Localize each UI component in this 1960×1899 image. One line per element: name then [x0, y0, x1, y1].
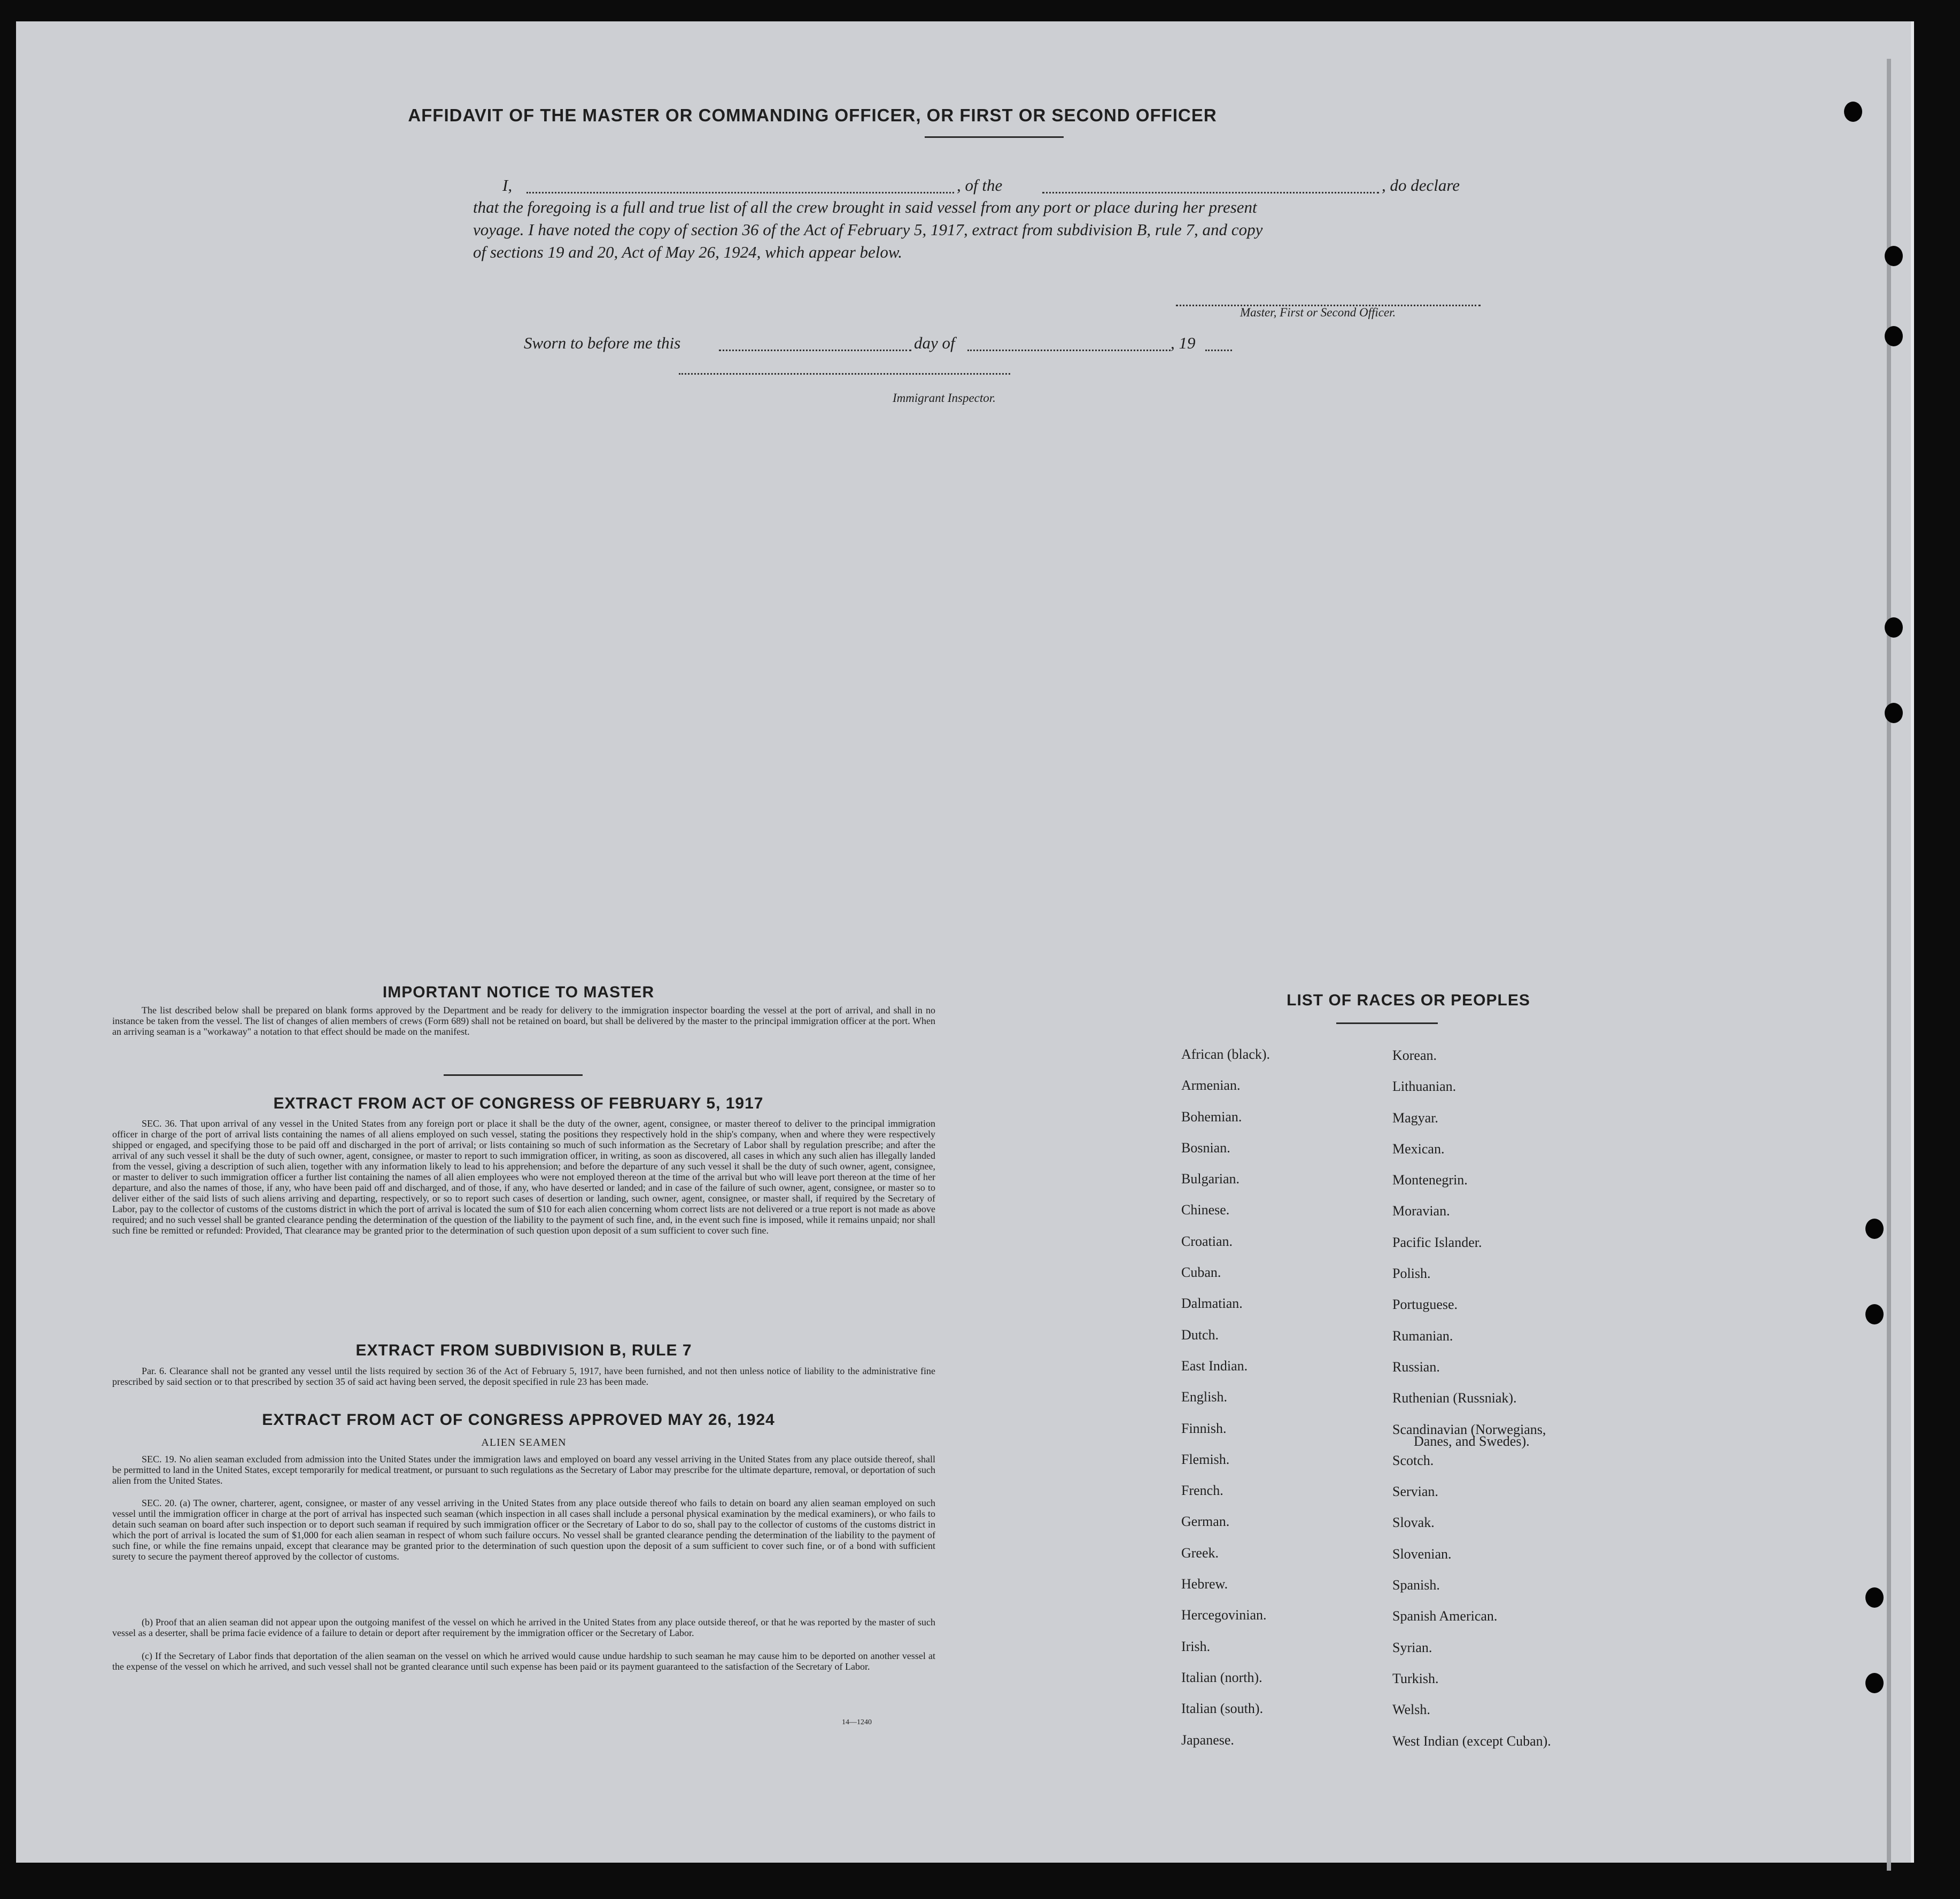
race-item: Polish.: [1392, 1266, 1431, 1282]
race-item: Armenian.: [1181, 1078, 1241, 1094]
divider: [1336, 1022, 1438, 1024]
race-item: Syrian.: [1392, 1639, 1432, 1655]
divider: [925, 136, 1064, 138]
race-item: Croatian.: [1181, 1233, 1233, 1249]
race-item: Mexican.: [1392, 1141, 1445, 1157]
race-item: Italian (south).: [1181, 1701, 1264, 1717]
binder-hole: [1844, 102, 1862, 122]
binder-hole: [1865, 1673, 1884, 1693]
race-item: West Indian (except Cuban).: [1392, 1733, 1551, 1749]
extract-1924-sec20b: (b) Proof that an alien seaman did not appear upon the outgoing manifest of the vessel on which he arrived in the United States from any place outside thereof, or that he was reported by the master of such vessel as a deserter, shall be prima facie evidence of a failure to detain or deport after requirement by the immigration officer or the Secretary of Labor.: [112, 1617, 935, 1638]
race-item: Ruthenian (Russniak).: [1392, 1390, 1517, 1406]
extract-1924-sec20c: (c) If the Secretary of Labor finds that deportation of the alien seaman on the vessel on which he arrived would cause undue hardship to such seaman he may cause him to be deported on another vessel at the expense of the vessel on which he arrived, and such vessel shall not be granted clearance until such expense has been paid or its payment guaranteed to the satisfaction of the Secretary of Labor.: [112, 1650, 935, 1672]
year-field[interactable]: [1205, 350, 1232, 351]
race-item: Scotch.: [1392, 1452, 1434, 1468]
race-item: Scandinavian (Norwegians, Danes, and Swedes).: [1392, 1421, 1546, 1449]
race-item: Hebrew.: [1181, 1576, 1228, 1592]
sworn-label: Sworn to before me this: [524, 334, 681, 352]
race-item: Moravian.: [1392, 1203, 1450, 1219]
affidavit-line3: voyage. I have noted the copy of section 36 of the Act of February 5, 1917, extract from subdivision B, rule 7, and copy: [473, 220, 1263, 239]
extract-1917-body: SEC. 36. That upon arrival of any vessel in the United States from any foreign port or place it shall be the duty of the owner, agent, consignee, or master thereof to deliver to the principal immigration officer in charge of the port of arrival lists containing the names of all aliens employed on such vessel, stating the positions they respectively hold in the ship's company, when and where they were respectively shipped or engaged, and specifying those to be paid off and discharged in the port of arrival; or lists containing so much of such information as the Secretary of Labor shall by regulation prescribe; and after the arrival of any such vessel it shall be the duty of such owner, agent, consignee, or master to report to such immigration officer, in writing, as soon as discovered, all cases in which any such alien has illegally landed from the vessel, giving a description of such alien, together with any information likely to lead to his apprehension; and before the departure of any such vessel it shall be the duty of such owner, agent, consignee, or master to deliver to such immigration officer a further list containing the names of all alien employees who were not employed thereon at the time of the arrival but who will leave port thereon at the time of her departure, and also the names of those, if any, who have been paid off and discharged, and of those, if any, who have deserted or landed; and in case of the failure of such owner, agent, consignee, or master so to deliver either of the said lists of such aliens arriving and departing, respectively, or so to report such cases of desertion or landing, such owner, agent, consignee, or master shall, if required by the Secretary of Labor, pay to the collector of customs of the customs district in which the port of arrival is located the sum of $10 for each alien concerning whom correct lists are not delivered or a true report is not made as above required; and no such vessel shall be granted clearance pending the determination of the question of the liability to the payment of such fine, and, in the event such fine is imposed, while it remains unpaid; nor shall such fine be remitted or refunded: Provided, That clearance may be granted prior to the determination of such question upon deposit of a sum sufficient to cover such fine.: [112, 1118, 935, 1236]
divider: [444, 1074, 583, 1076]
race-item: Turkish.: [1392, 1670, 1439, 1686]
affidavit-line2: that the foregoing is a full and true list of all the crew brought in said vessel from any port or place during her present: [473, 198, 1257, 216]
notice-title: IMPORTANT NOTICE TO MASTER: [382, 983, 655, 1001]
race-item: Finnish.: [1181, 1420, 1227, 1436]
do-declare-label: , do declare: [1382, 176, 1460, 195]
extract-1924-sec20a: SEC. 20. (a) The owner, charterer, agent, consignee, or master of any vessel arriving in the United States from any place outside thereof who fails to detain on board any alien seaman employed on such vessel until the immigration officer in charge at the port of arrival has inspected such seaman (which inspection in all cases shall include a personal physical examination by the medical examiners), or who fails to detain such seaman on board after such inspection or to deport such seaman if required by such immigration officer or the Secretary of Labor to do so, shall pay to the collector of customs of the customs district in which the port of arrival is located the sum of $1,000 for each alien seaman in respect of whom such failure occurs. No vessel shall be granted clearance pending the determination of the liability to the payment of such fine, or while the fine remains unpaid, except that clearance may be granted prior to the determination of such question upon the deposit of a sum sufficient to cover such fine, or of a bond with sufficient surety to secure the payment thereof approved by the collector of customs.: [112, 1498, 935, 1562]
affidavit-title: AFFIDAVIT OF THE MASTER OR COMMANDING OFFICER, OR FIRST OR SECOND OFFICER: [408, 105, 1217, 125]
day-field[interactable]: [719, 350, 911, 351]
race-item: Servian.: [1392, 1484, 1438, 1500]
extract-1924-sec19: SEC. 19. No alien seaman excluded from admission into the United States under the immigration laws and employed on board any vessel arriving in the United States from any place outside thereof, shall be permitted to land in the United States, except temporarily for medical treatment, or pursuant to such regulations as the Secretary of Labor may prescribe for the ultimate departure, removal, or deportation of such alien from the United States.: [112, 1454, 935, 1486]
race-item: Welsh.: [1392, 1702, 1430, 1718]
race-item: Russian.: [1392, 1359, 1440, 1375]
race-item: Greek.: [1181, 1545, 1219, 1561]
race-item: Bulgarian.: [1181, 1171, 1240, 1187]
alien-seamen-subtitle: ALIEN SEAMEN: [481, 1437, 567, 1448]
race-item: Japanese.: [1181, 1732, 1234, 1748]
vessel-field[interactable]: [1042, 192, 1379, 193]
race-item: Portuguese.: [1392, 1297, 1458, 1313]
race-item: Bosnian.: [1181, 1140, 1230, 1156]
race-item: East Indian.: [1181, 1358, 1248, 1374]
master-signature-label: Master, First or Second Officer.: [1240, 306, 1396, 319]
race-item: Lithuanian.: [1392, 1079, 1457, 1095]
race-item: English.: [1181, 1389, 1227, 1405]
year-label: , 19: [1171, 334, 1196, 352]
notice-body: The list described below shall be prepared on blank forms approved by the Department and be ready for delivery to the immigration inspector boarding the vessel at the port of arrival, and shall in no instance be taken from the vessel. The list of changes of alien members of crews (Form 689) shall not be retained on board, but shall be delivered by the master to the principal immigration officer at the port. When an arriving seaman is a "workaway" a notation to that effect should be made on the manifest.: [112, 1005, 935, 1037]
race-item: Slovak.: [1392, 1515, 1435, 1531]
race-item: Cuban.: [1181, 1265, 1221, 1281]
race-item: Dutch.: [1181, 1327, 1219, 1343]
race-item: Rumanian.: [1392, 1328, 1453, 1344]
race-item: Irish.: [1181, 1638, 1211, 1654]
race-item: Slovenian.: [1392, 1546, 1452, 1562]
race-item-continuation: Danes, and Swedes).: [1414, 1433, 1530, 1449]
month-field[interactable]: [967, 350, 1171, 351]
document-page: [16, 21, 1914, 1863]
race-item: Spanish American.: [1392, 1608, 1498, 1624]
race-item: French.: [1181, 1483, 1223, 1499]
race-item: Flemish.: [1181, 1451, 1230, 1467]
inspector-signature-label: Immigrant Inspector.: [893, 391, 996, 405]
binder-hole: [1865, 1304, 1884, 1324]
race-item: Hercegovinian.: [1181, 1607, 1267, 1623]
form-number: 14—1240: [842, 1718, 872, 1726]
race-item: Bohemian.: [1181, 1109, 1242, 1125]
of-the-label: , of the: [957, 176, 1003, 195]
binder-hole: [1885, 246, 1903, 266]
affidavit-line1: [502, 174, 1545, 197]
race-item: Montenegrin.: [1392, 1172, 1468, 1188]
races-title: LIST OF RACES OR PEOPLES: [1287, 991, 1530, 1009]
race-item: Korean.: [1392, 1048, 1437, 1063]
race-item: Chinese.: [1181, 1202, 1230, 1218]
sworn-line: [524, 331, 1272, 355]
binder-hole: [1885, 703, 1903, 723]
affidavit-line4: of sections 19 and 20, Act of May 26, 1924, which appear below.: [473, 243, 903, 261]
binder-hole: [1865, 1587, 1884, 1608]
race-item: African (black).: [1181, 1047, 1270, 1062]
race-item: Dalmatian.: [1181, 1296, 1243, 1312]
day-of-label: day of: [914, 334, 955, 352]
rule7-body: Par. 6. Clearance shall not be granted any vessel until the lists required by section 36 of the Act of February 5, 1917, have been furnished, and not then unless notice of liability to the administrative fine prescribed by said section or to that prescribed by section 35 of said act having been served, the deposit specified in rule 23 has been made.: [112, 1366, 935, 1387]
races-left-column: [1181, 1047, 1406, 1763]
race-item: Magyar.: [1392, 1110, 1438, 1126]
name-field[interactable]: [526, 192, 954, 193]
extract-1924-title: EXTRACT FROM ACT OF CONGRESS APPROVED MAY 26, 1924: [262, 1411, 775, 1429]
races-right-column: [1392, 1048, 1660, 1764]
binder-hole: [1885, 326, 1903, 346]
race-item: Italian (north).: [1181, 1669, 1262, 1685]
extract-1917-title: EXTRACT FROM ACT OF CONGRESS OF FEBRUARY 5, 1917: [273, 1095, 764, 1112]
binder-hole: [1865, 1219, 1884, 1239]
race-item: Spanish.: [1392, 1577, 1440, 1593]
binder-hole: [1885, 617, 1903, 638]
inspector-signature-line[interactable]: [679, 373, 1010, 375]
race-item: Pacific Islander.: [1392, 1234, 1482, 1250]
rule7-title: EXTRACT FROM SUBDIVISION B, RULE 7: [355, 1342, 692, 1359]
race-item: German.: [1181, 1514, 1230, 1530]
i-label: I,: [502, 176, 513, 195]
